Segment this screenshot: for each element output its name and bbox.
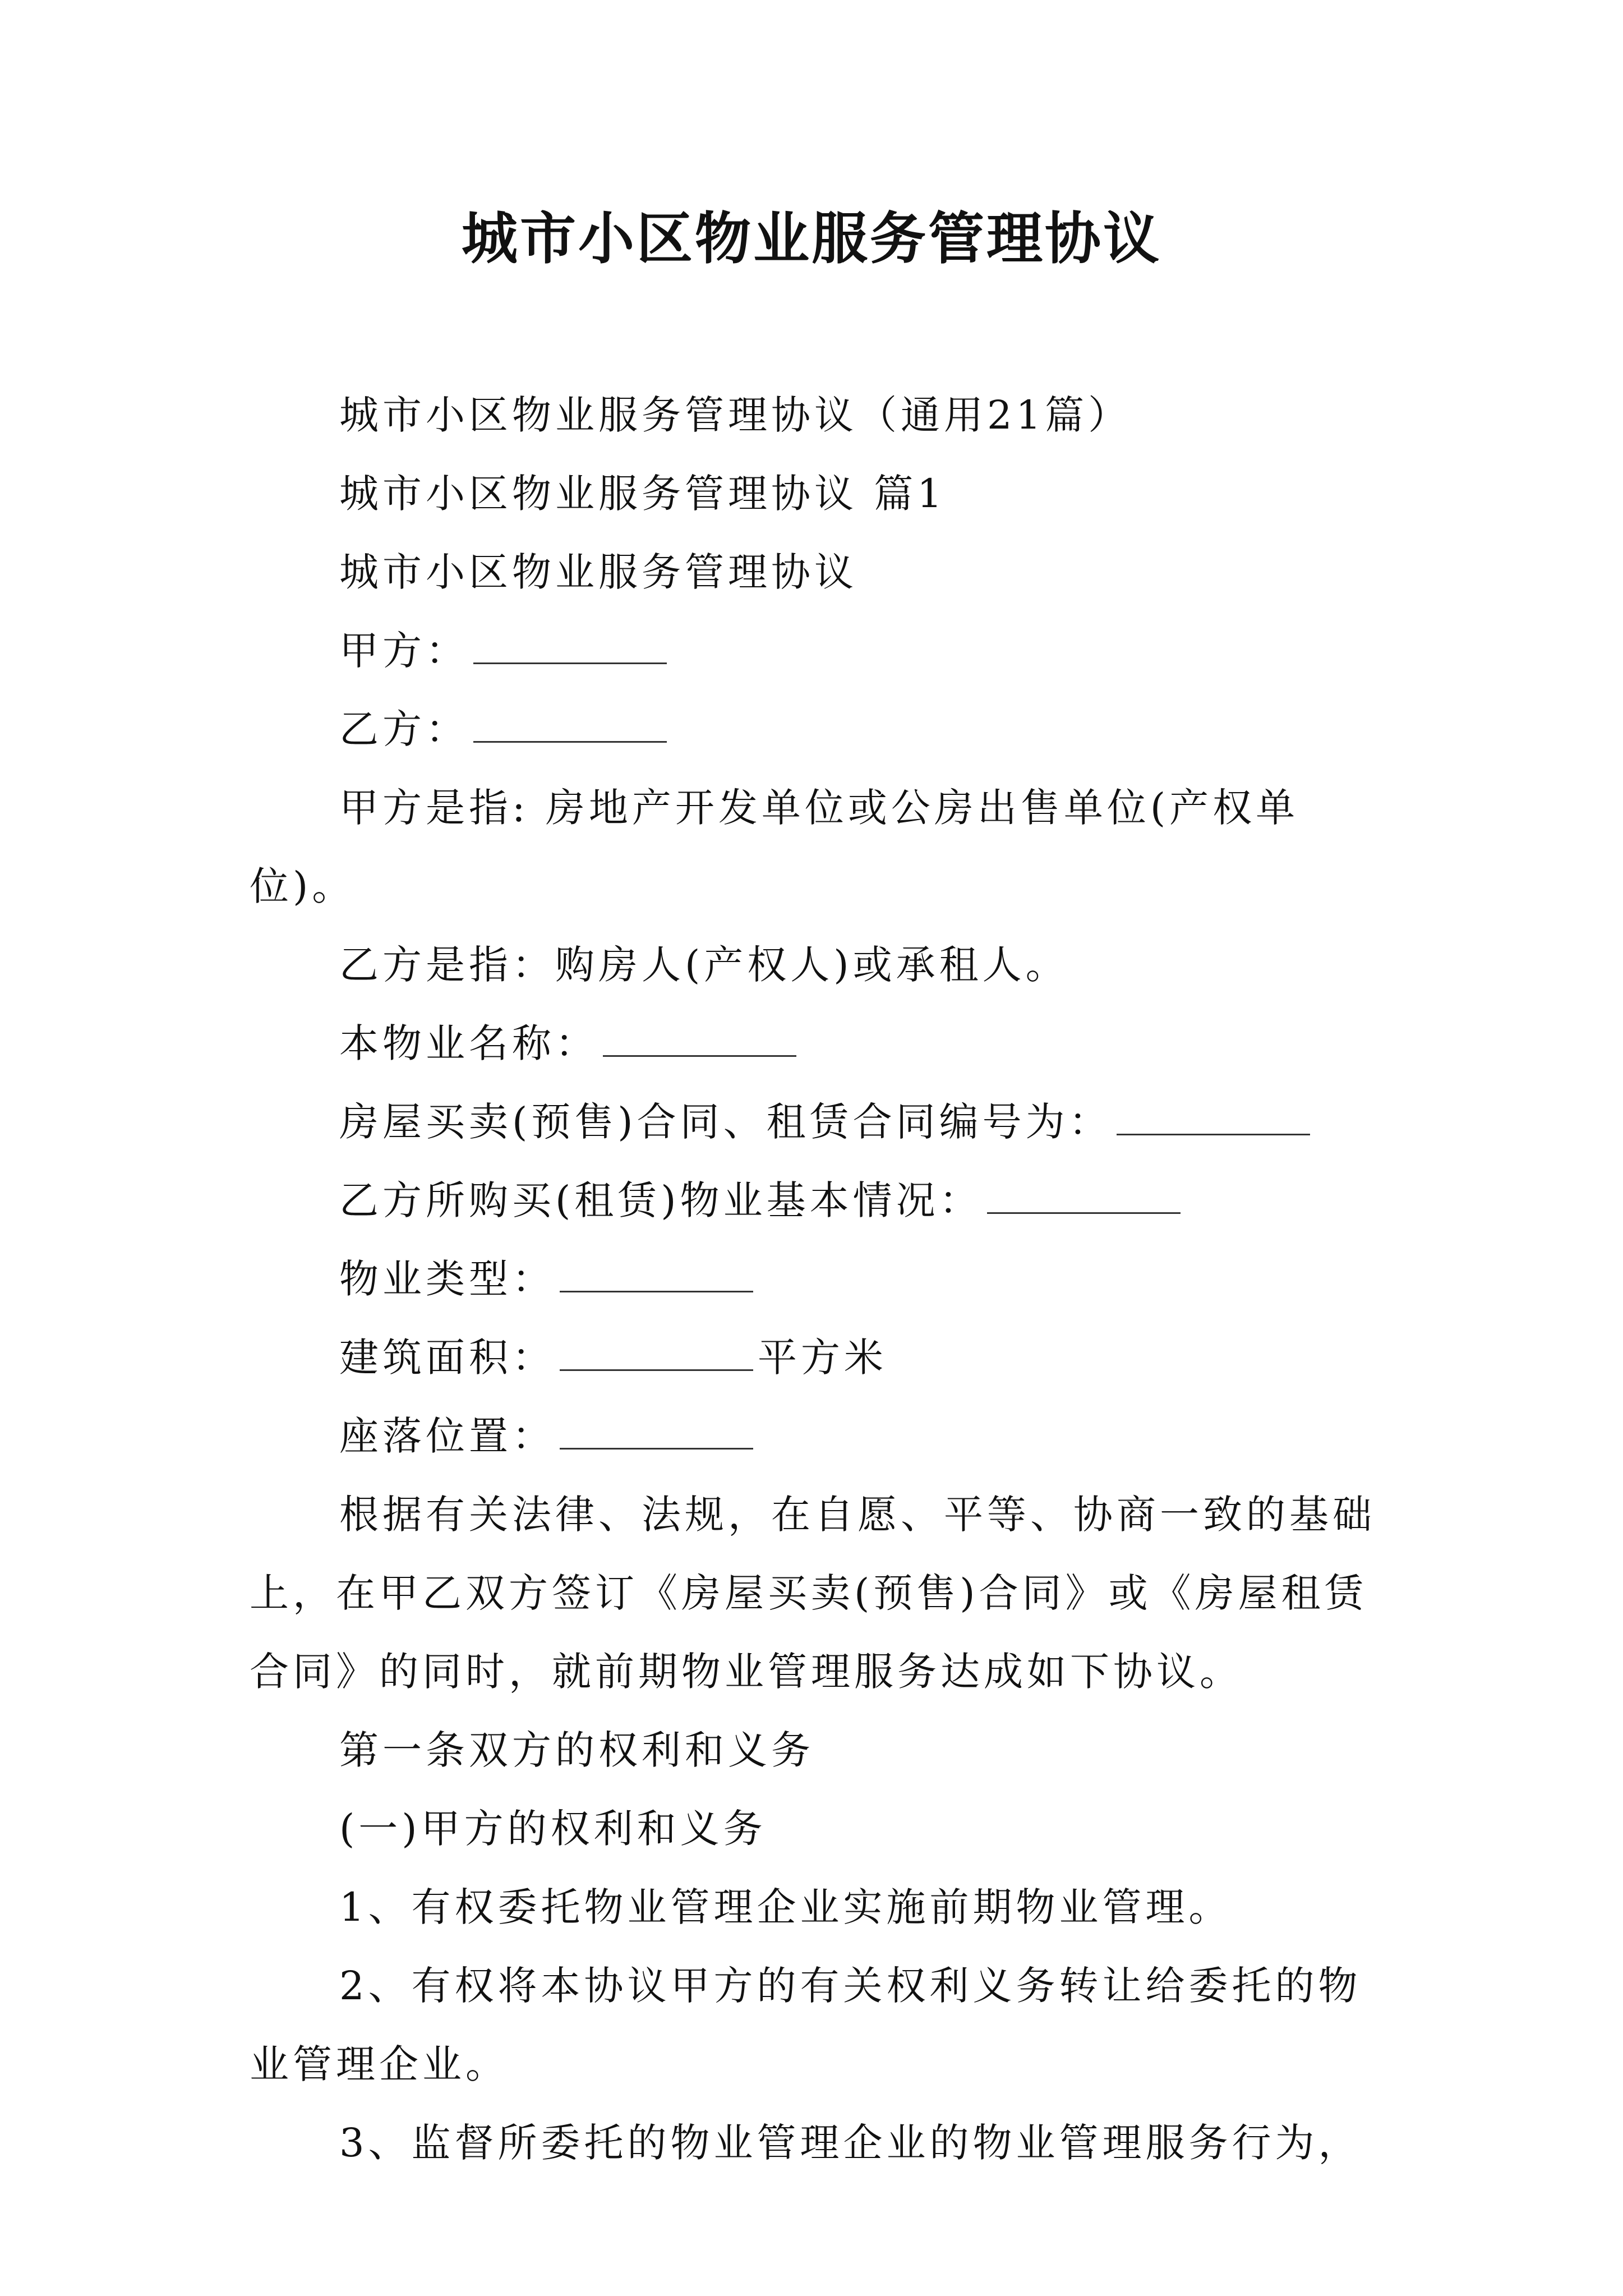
- paragraph-text: 2、有权将本协议甲方的有关权利义务转让给委托的物业管理企业。: [250, 1963, 1362, 2087]
- paragraph-text: 座落位置：: [339, 1413, 555, 1459]
- paragraph-text: 甲方：: [339, 628, 469, 674]
- paragraph-text: 第一条双方的权利和义务: [339, 1727, 814, 1773]
- fill-in-blank: [987, 1173, 1181, 1214]
- paragraph: [250, 1789, 1391, 1868]
- paragraph: [250, 1004, 1391, 1083]
- paragraph-text: (一)甲方的权利和义务: [339, 1806, 767, 1852]
- document-title: 城市小区物业服务管理协议: [462, 205, 1161, 272]
- fill-in-blank: [473, 702, 667, 743]
- paragraph-text: 3、监督所委托的物业管理企业的物业管理服务行为，: [339, 2120, 1362, 2166]
- paragraph-text: 物业类型：: [339, 1256, 555, 1302]
- paragraph-text: 根据有关法律、法规，在自愿、平等、协商一致的基础上，在甲乙双方签订《房屋买卖(预售)合同》或《房屋租赁合同》的同时，就前期物业管理服务达成如下协议。: [250, 1492, 1376, 1695]
- paragraph-text: 甲方是指: 房地产开发单位或公房出售单位(产权单位)。: [250, 785, 1299, 909]
- paragraph-text: 1、有权委托物业管理企业实施前期物业管理。: [339, 1884, 1232, 1930]
- paragraph: [250, 1240, 1391, 1318]
- paragraph: [250, 376, 1391, 454]
- paragraph: [250, 769, 1391, 926]
- document-body: [250, 376, 1391, 2182]
- paragraph-text: 城市小区物业服务管理协议 篇1: [339, 471, 946, 517]
- paragraph: [250, 1711, 1391, 1789]
- paragraph: [250, 1397, 1391, 1475]
- paragraph: [250, 1318, 1391, 1397]
- paragraph: [250, 1868, 1391, 1947]
- paragraph-text: 建筑面积：: [339, 1335, 555, 1381]
- paragraph-text: 本物业名称：: [339, 1020, 598, 1066]
- paragraph: [250, 533, 1391, 611]
- paragraph-text: 乙方所购买(租赁)物业基本情况：: [339, 1177, 983, 1223]
- paragraph: [250, 1475, 1391, 1711]
- paragraph: [250, 1947, 1391, 2104]
- paragraph: [250, 1161, 1391, 1240]
- paragraph: [250, 690, 1391, 769]
- paragraph-text: 乙方：: [339, 706, 469, 752]
- fill-in-blank: [560, 1330, 753, 1371]
- paragraph-text: 城市小区物业服务管理协议（通用21篇）: [339, 392, 1132, 438]
- paragraph: [250, 1083, 1391, 1161]
- paragraph: [250, 926, 1391, 1004]
- paragraph: [250, 454, 1391, 533]
- fill-in-blank: [560, 1409, 753, 1450]
- paragraph-suffix: 平方米: [758, 1335, 887, 1381]
- fill-in-blank: [603, 1016, 796, 1057]
- fill-in-blank: [473, 623, 667, 664]
- fill-in-blank: [1117, 1094, 1310, 1135]
- paragraph-text: 房屋买卖(预售)合同、租赁合同编号为：: [339, 1099, 1112, 1145]
- paragraph: [250, 611, 1391, 690]
- paragraph-text: 乙方是指：购房人(产权人)或承租人。: [339, 942, 1069, 988]
- fill-in-blank: [560, 1251, 753, 1292]
- paragraph-text: 城市小区物业服务管理协议: [339, 549, 857, 595]
- paragraph: [250, 2104, 1391, 2182]
